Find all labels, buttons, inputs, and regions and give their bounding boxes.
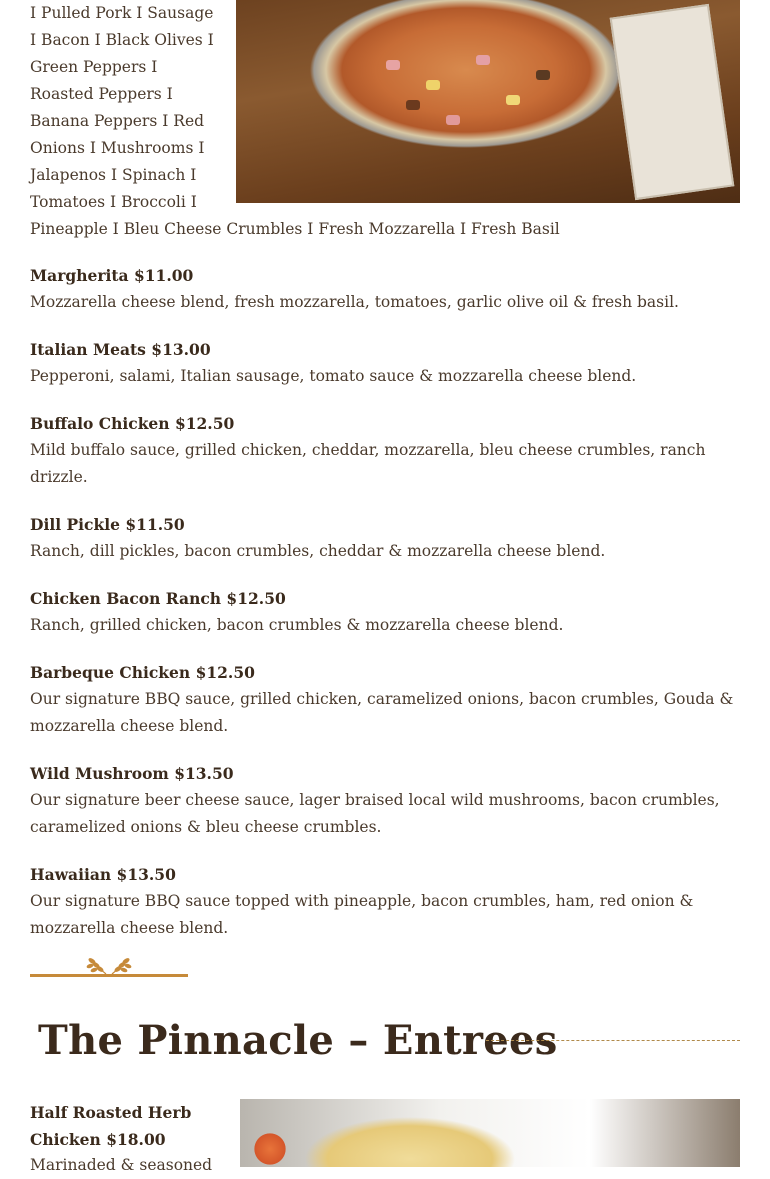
item-description: Pepperoni, salami, Italian sausage, tomato sauce & mozzarella cheese blend.	[30, 367, 637, 385]
item-title: Italian Meats $13.00	[30, 340, 211, 359]
wheat-divider	[30, 955, 188, 977]
item-description: Our signature BBQ sauce topped with pineapple, bacon crumbles, ham, red onion & mozzarella cheese blend.	[30, 892, 694, 937]
pizza-photo	[236, 0, 740, 203]
menu-item	[30, 262, 740, 316]
menu-item	[30, 336, 740, 390]
toppings-list: I Pulled Pork I Sausage I Bacon I Black Olives I Green Peppers I Roasted Peppers I Banana Peppers I Red Onions I Mushrooms I Jalapenos I Spinach I Tomatoes I Broccoli I Pineapple I Bleu Cheese Crumbles I Fresh Mozzarella I Fresh Basil	[30, 4, 560, 238]
item-title: Margherita $11.00	[30, 266, 194, 285]
menu-item	[30, 760, 740, 841]
item-description: Mild buffalo sauce, grilled chicken, cheddar, mozzarella, bleu cheese crumbles, ranch drizzle.	[30, 441, 706, 486]
item-description: Mozzarella cheese blend, fresh mozzarella, tomatoes, garlic olive oil & fresh basil.	[30, 293, 679, 311]
section-heading: The Pinnacle – Entrees	[38, 1017, 558, 1064]
menu-card-image	[610, 4, 735, 200]
entree-description: Marinaded & seasoned	[30, 1156, 213, 1174]
item-title: Barbeque Chicken $12.50	[30, 663, 255, 682]
item-description: Our signature beer cheese sauce, lager braised local wild mushrooms, bacon crumbles, caramelized onions & bleu cheese crumbles.	[30, 791, 720, 836]
item-title: Hawaiian $13.50	[30, 865, 176, 884]
item-title: Dill Pickle $11.50	[30, 515, 185, 534]
menu-item	[30, 511, 740, 565]
item-description: Our signature BBQ sauce, grilled chicken, caramelized onions, bacon crumbles, Gouda & mozzarella cheese blend.	[30, 690, 734, 735]
entree-title: Half Roasted Herb Chicken $18.00	[30, 1103, 192, 1149]
chicken-entree-photo	[240, 1099, 740, 1167]
menu-item	[30, 861, 740, 942]
menu-item	[30, 659, 740, 740]
toppings-intro	[30, 0, 740, 243]
heading-rule	[486, 1040, 740, 1041]
divider-line	[30, 974, 188, 977]
item-title: Wild Mushroom $13.50	[30, 764, 234, 783]
item-description: Ranch, grilled chicken, bacon crumbles & mozzarella cheese blend.	[30, 616, 564, 634]
menu-item	[30, 585, 740, 639]
item-description: Ranch, dill pickles, bacon crumbles, cheddar & mozzarella cheese blend.	[30, 542, 606, 560]
item-title: Buffalo Chicken $12.50	[30, 414, 235, 433]
menu-item	[30, 410, 740, 491]
item-title: Chicken Bacon Ranch $12.50	[30, 589, 286, 608]
pizza-list	[30, 262, 740, 962]
